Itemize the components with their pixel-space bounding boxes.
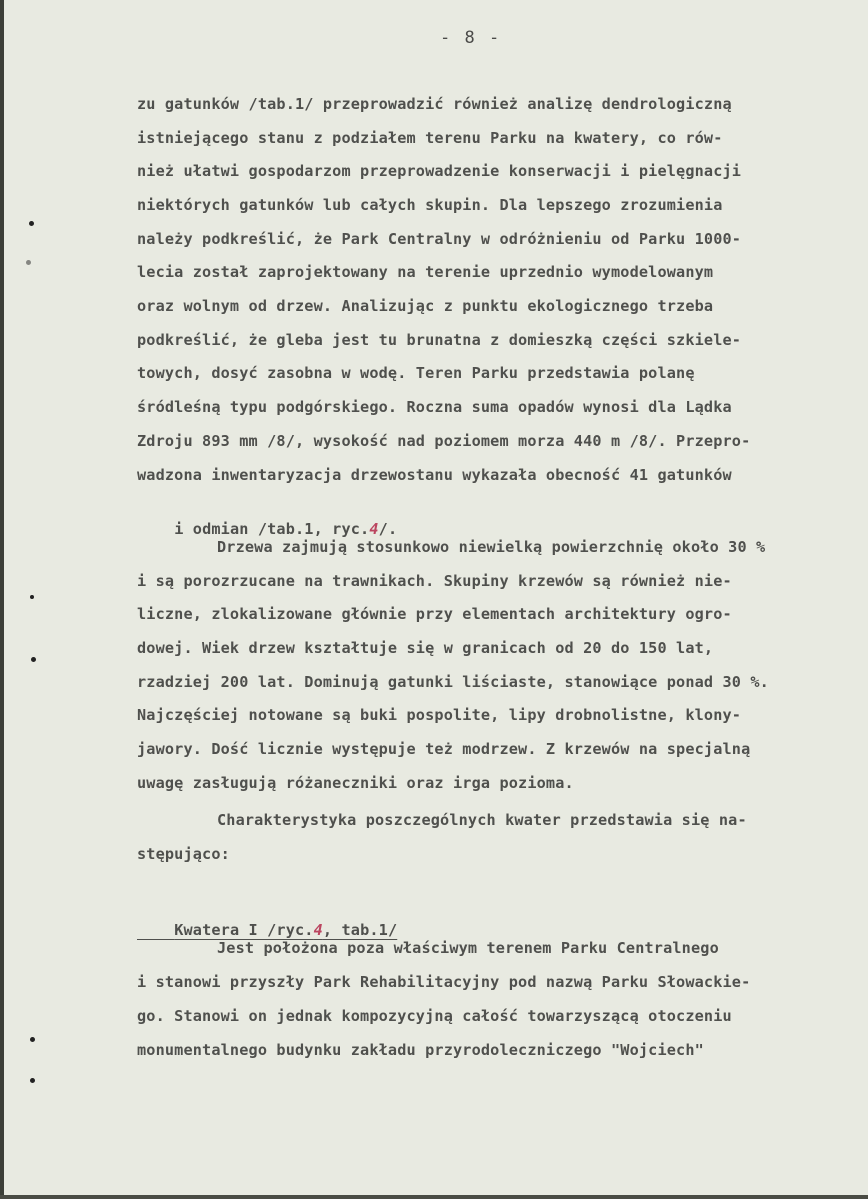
margin-mark bbox=[29, 221, 34, 226]
margin-mark bbox=[30, 595, 34, 599]
text-line: wadzona inwentaryzacja drzewostanu wykazała obecność 41 gatunków bbox=[137, 466, 732, 484]
text-line: niektórych gatunków lub całych skupin. Dla lepszego zrozumienia bbox=[137, 196, 723, 214]
text-line: podkreślić, że gleba jest tu brunatna z domieszką części szkiele- bbox=[137, 331, 742, 349]
text-line: jawory. Dość licznie występuje też modrzew. Z krzewów na specjalną bbox=[137, 740, 751, 758]
text-line: towych, dosyć zasobna w wodę. Teren Parku przedstawia polanę bbox=[137, 364, 695, 382]
page-number: - 8 - bbox=[440, 28, 502, 48]
text-line: Zdroju 893 mm /8/, wysokość nad poziomem morza 440 m /8/. Przepro- bbox=[137, 432, 751, 450]
handwritten-correction: 4 bbox=[369, 520, 379, 538]
scan-edge-left bbox=[0, 0, 4, 1199]
scan-edge-bottom bbox=[0, 1195, 868, 1199]
text-line: rzadziej 200 lat. Dominują gatunki liściaste, stanowiące ponad 30 %. bbox=[137, 673, 769, 691]
text-line: go. Stanowi on jednak kompozycyjną całość towarzyszącą otoczeniu bbox=[137, 1007, 732, 1025]
margin-mark bbox=[31, 657, 36, 662]
document-page bbox=[4, 0, 868, 1195]
margin-mark bbox=[26, 260, 31, 265]
text-line: Drzewa zajmują stosunkowo niewielką powierzchnię około 30 % bbox=[217, 538, 766, 556]
text-line: stępująco: bbox=[137, 845, 230, 863]
text-line: Jest położona poza właściwym terenem Parku Centralnego bbox=[217, 939, 719, 957]
text-line: uwagę zasługują różaneczniki oraz irga pozioma. bbox=[137, 774, 574, 792]
heading-segment: Kwatera I /ryc. bbox=[174, 921, 314, 939]
margin-mark bbox=[30, 1037, 35, 1042]
text-line: liczne, zlokalizowane głównie przy elementach architektury ogro- bbox=[137, 605, 732, 623]
text-line: istniejącego stanu z podziałem terenu Parku na kwatery, co rów- bbox=[137, 129, 723, 147]
text-line: Najczęściej notowane są buki pospolite, lipy drobnolistne, klony- bbox=[137, 706, 742, 724]
handwritten-correction: 4 bbox=[313, 921, 323, 939]
heading-segment: , tab.1/ bbox=[322, 921, 398, 939]
text-line: lecia został zaprojektowany na terenie uprzednio wymodelowanym bbox=[137, 263, 714, 281]
text-line: Charakterystyka poszczególnych kwater przedstawia się na- bbox=[217, 811, 747, 829]
text-line: i stanowi przyszły Park Rehabilitacyjny pod nazwą Parku Słowackie- bbox=[137, 973, 751, 991]
text-line: monumentalnego budynku zakładu przyrodoleczniczego "Wojciech" bbox=[137, 1041, 704, 1059]
text-line: zu gatunków /tab.1/ przeprowadzić również analizę dendrologiczną bbox=[137, 95, 732, 113]
text-line: oraz wolnym od drzew. Analizując z punktu ekologicznego trzeba bbox=[137, 297, 714, 315]
text-segment: /. bbox=[378, 520, 398, 538]
text-line: należy podkreślić, że Park Centralny w odróżnieniu od Parku 1000- bbox=[137, 230, 742, 248]
margin-mark bbox=[30, 1078, 35, 1083]
text-line: dowej. Wiek drzew kształtuje się w granicach od 20 do 150 lat, bbox=[137, 639, 714, 657]
text-segment: i odmian /tab.1, ryc. bbox=[174, 520, 370, 538]
text-line: nież ułatwi gospodarzom przeprowadzenie konserwacji i pielęgnacji bbox=[137, 162, 742, 180]
text-line: śródleśną typu podgórskiego. Roczna suma opadów wynosi dla Lądka bbox=[137, 398, 732, 416]
text-line: i są porozrzucane na trawnikach. Skupiny krzewów są również nie- bbox=[137, 572, 732, 590]
